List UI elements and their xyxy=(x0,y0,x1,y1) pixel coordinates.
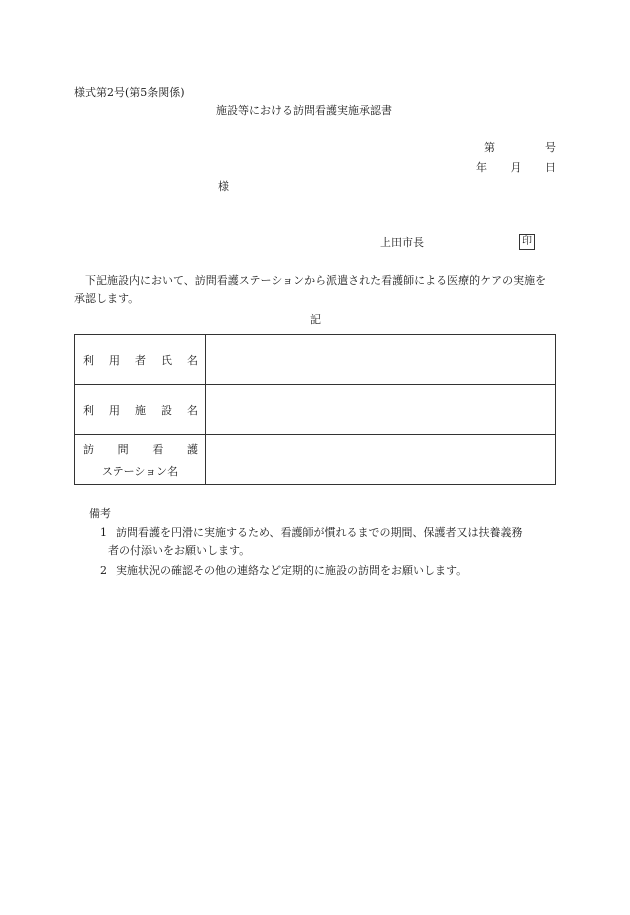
facility-name-field[interactable] xyxy=(206,385,556,435)
date-month: 月 xyxy=(510,161,522,174)
note-mark: 記 xyxy=(310,313,321,326)
document-number-line xyxy=(484,142,556,153)
remark-number: 2 xyxy=(100,564,107,577)
remark-number: 1 xyxy=(100,526,107,539)
number-prefix: 第 xyxy=(484,141,495,154)
addressee-suffix: 様 xyxy=(218,180,229,193)
document-title: 施設等における訪問看護実施承認書 xyxy=(216,104,392,117)
date-day: 日 xyxy=(545,161,556,174)
body-paragraph: 下記施設内において、訪問看護ステーションから派遣された看護師による医療的ケアの実施を承認します。 xyxy=(74,274,547,305)
record-table xyxy=(74,334,556,485)
date-line xyxy=(476,162,556,173)
station-name-label: 訪 問 看 護 ステーション名 xyxy=(75,435,206,485)
form-number: 様式第2号(第5条関係) xyxy=(74,86,185,99)
remark-item-continuation: 者の付添いをお願いします。 xyxy=(108,544,251,557)
seal-stamp: 印 xyxy=(519,234,535,250)
station-name-field[interactable] xyxy=(206,435,556,485)
issuer-name: 上田市長 xyxy=(380,236,424,249)
remark-item: 1 訪問看護を円滑に実施するため、看護師が慣れるまでの期間、保護者又は扶養義務 xyxy=(100,526,523,539)
table-row xyxy=(75,335,556,385)
remark-item: 2 実施状況の確認その他の連絡など定期的に施設の訪問をお願いします。 xyxy=(100,564,468,577)
table-row xyxy=(75,435,556,485)
user-name-field[interactable] xyxy=(206,335,556,385)
remarks-heading: 備考 xyxy=(89,507,111,520)
body-text xyxy=(74,272,557,308)
user-name-label: 利 用 者 氏 名 xyxy=(75,335,206,385)
facility-name-label: 利 用 施 設 名 xyxy=(75,385,206,435)
date-year: 年 xyxy=(476,161,487,174)
number-suffix: 号 xyxy=(545,141,556,154)
table-row xyxy=(75,385,556,435)
